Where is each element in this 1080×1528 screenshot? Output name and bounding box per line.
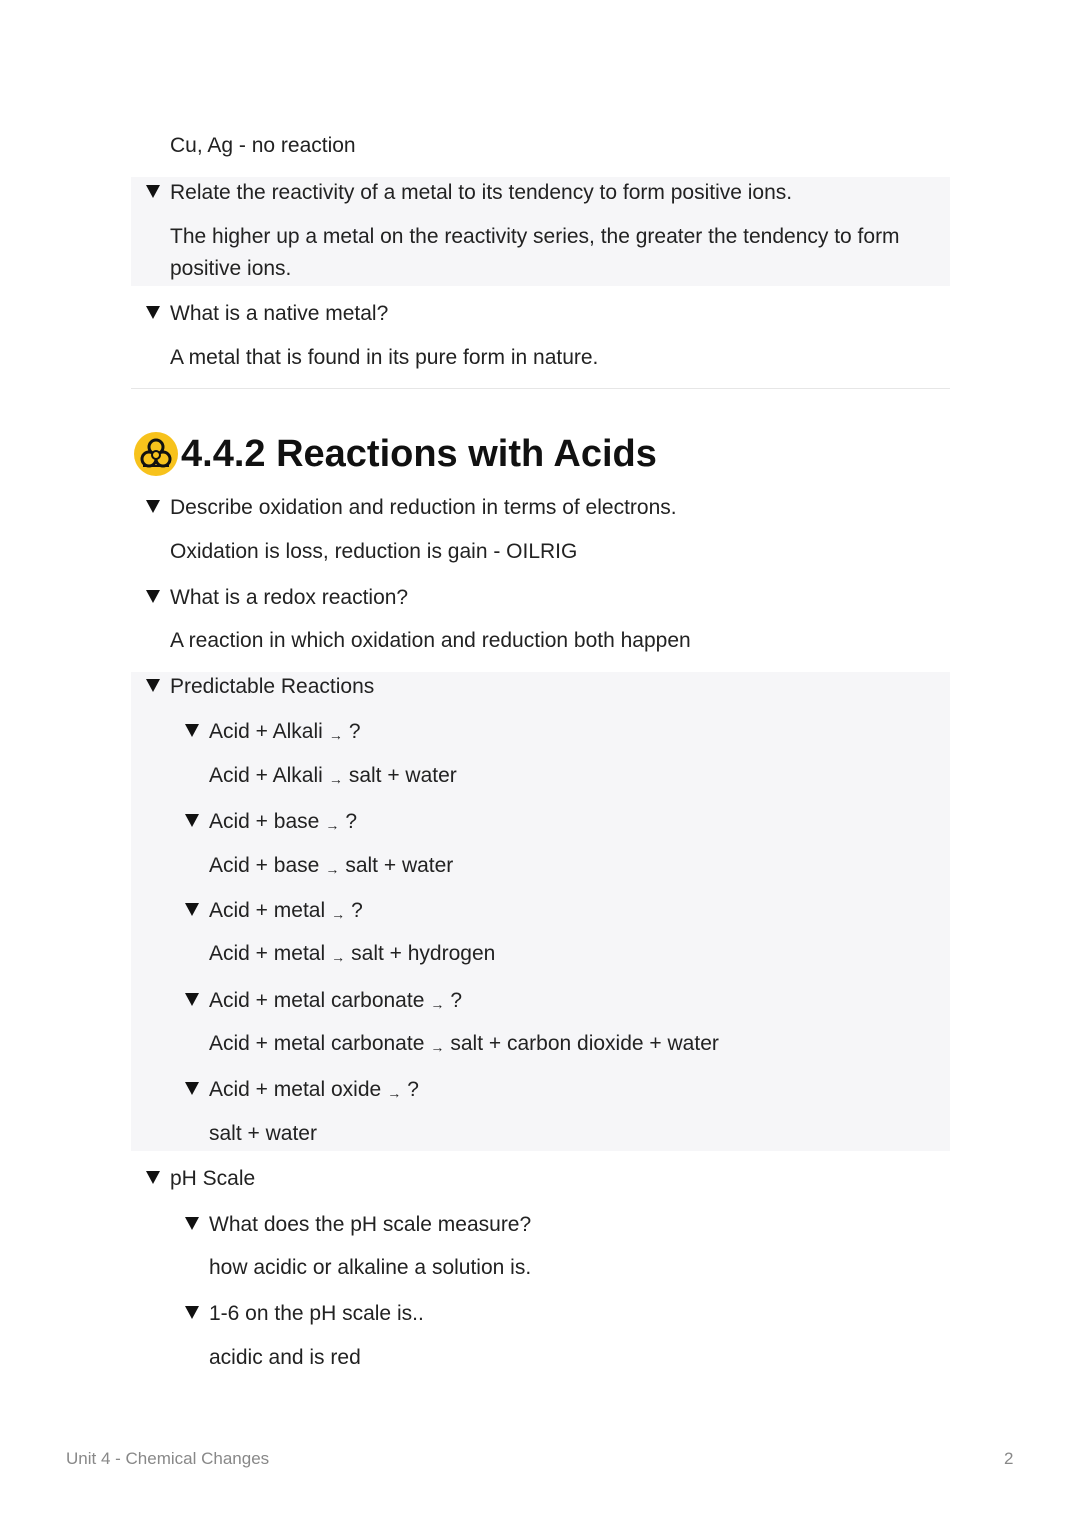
question-text: What is a native metal? (170, 302, 389, 325)
answer-line (209, 853, 453, 880)
question-text: What is a redox reaction? (170, 586, 409, 609)
question-text: Acid + Alkali (209, 720, 323, 743)
triangle-down-icon[interactable] (146, 679, 160, 692)
triangle-down-icon[interactable] (146, 590, 160, 603)
answer-text: positive ions. (170, 257, 292, 280)
arrow-icon: → (430, 996, 445, 1012)
question-text: 1-6 on the pH scale is.. (209, 1302, 424, 1325)
arrow-icon: → (387, 1085, 402, 1101)
toggle-acid-metal[interactable] (185, 898, 363, 925)
triangle-down-icon[interactable] (185, 814, 199, 827)
answer-text: Acid + Alkali (209, 764, 323, 787)
triangle-down-icon[interactable] (146, 306, 160, 319)
arrow-icon: → (331, 949, 346, 965)
triangle-down-icon[interactable] (185, 724, 199, 737)
answer-text: salt + water (348, 764, 457, 787)
toggle-acid-metal-oxide[interactable] (185, 1077, 419, 1104)
question-text: ? (348, 720, 361, 743)
toggle-ph-scale[interactable] (146, 1166, 255, 1192)
biohazard-icon (133, 431, 179, 477)
toggle-label: Predictable Reactions (170, 675, 375, 698)
toggle-acid-alkali[interactable] (185, 719, 361, 746)
arrow-icon: → (328, 727, 343, 743)
question-text: Acid + metal carbonate (209, 989, 425, 1012)
triangle-down-icon[interactable] (185, 993, 199, 1006)
arrow-icon: → (331, 906, 346, 922)
question-text: Describe oxidation and reduction in terms of electrons. (170, 496, 677, 519)
question-text: Acid + base (209, 810, 320, 833)
answer-text: Cu, Ag - no reaction (170, 134, 356, 157)
answer-text: salt + water (209, 1122, 317, 1145)
triangle-down-icon[interactable] (146, 500, 160, 513)
toggle-ph-acidic[interactable] (185, 1301, 424, 1327)
arrow-icon: → (325, 817, 340, 833)
arrow-icon: → (430, 1039, 445, 1055)
triangle-down-icon[interactable] (146, 185, 160, 198)
question-text: ? (345, 810, 358, 833)
arrow-icon: → (325, 861, 340, 877)
answer-line (209, 763, 457, 790)
triangle-down-icon[interactable] (146, 1171, 160, 1184)
toggle-acid-metal-carbonate[interactable] (185, 988, 462, 1015)
answer-text: salt + carbon dioxide + water (450, 1032, 719, 1055)
toggle-predictable-reactions[interactable] (146, 674, 374, 700)
toggle-oxidation-reduction[interactable] (146, 495, 677, 521)
answer-text: The higher up a metal on the reactivity series, the greater the tendency to form (170, 225, 900, 248)
triangle-down-icon[interactable] (185, 1306, 199, 1319)
answer-text: how acidic or alkaline a solution is. (209, 1256, 532, 1279)
answer-text: Acid + metal carbonate (209, 1032, 425, 1055)
toggle-reactivity[interactable] (146, 180, 792, 206)
question-text: What does the pH scale measure? (209, 1213, 532, 1236)
question-text: Acid + metal (209, 899, 326, 922)
toggle-redox[interactable] (146, 585, 408, 611)
arrow-icon: → (328, 771, 343, 787)
answer-line (209, 941, 495, 968)
answer-text: acidic and is red (209, 1346, 361, 1369)
answer-text: A metal that is found in its pure form in nature. (170, 346, 599, 369)
answer-line (209, 1031, 719, 1058)
question-text: ? (450, 989, 463, 1012)
toggle-native-metal[interactable] (146, 301, 388, 327)
question-text: ? (351, 899, 363, 922)
answer-text: A reaction in which oxidation and reduction both happen (170, 629, 691, 652)
question-text: Relate the reactivity of a metal to its tendency to form positive ions. (170, 181, 793, 204)
question-text: Acid + metal oxide (209, 1078, 382, 1101)
question-text: ? (407, 1078, 419, 1101)
answer-text: salt + hydrogen (351, 942, 496, 965)
triangle-down-icon[interactable] (185, 1217, 199, 1230)
triangle-down-icon[interactable] (185, 1082, 199, 1095)
footer-title: Unit 4 - Chemical Changes (66, 1449, 270, 1468)
answer-text: Oxidation is loss, reduction is gain - OILRIG (170, 540, 578, 563)
page-number: 2 (1004, 1449, 1014, 1468)
toggle-ph-measure[interactable] (185, 1212, 531, 1238)
answer-text: Acid + metal (209, 942, 326, 965)
toggle-label: pH Scale (170, 1167, 256, 1190)
section-divider (131, 388, 950, 389)
answer-text: Acid + base (209, 854, 320, 877)
answer-text: salt + water (345, 854, 454, 877)
toggle-acid-base[interactable] (185, 809, 357, 836)
section-heading: 4.4.2 Reactions with Acids (181, 433, 657, 475)
triangle-down-icon[interactable] (185, 903, 199, 916)
